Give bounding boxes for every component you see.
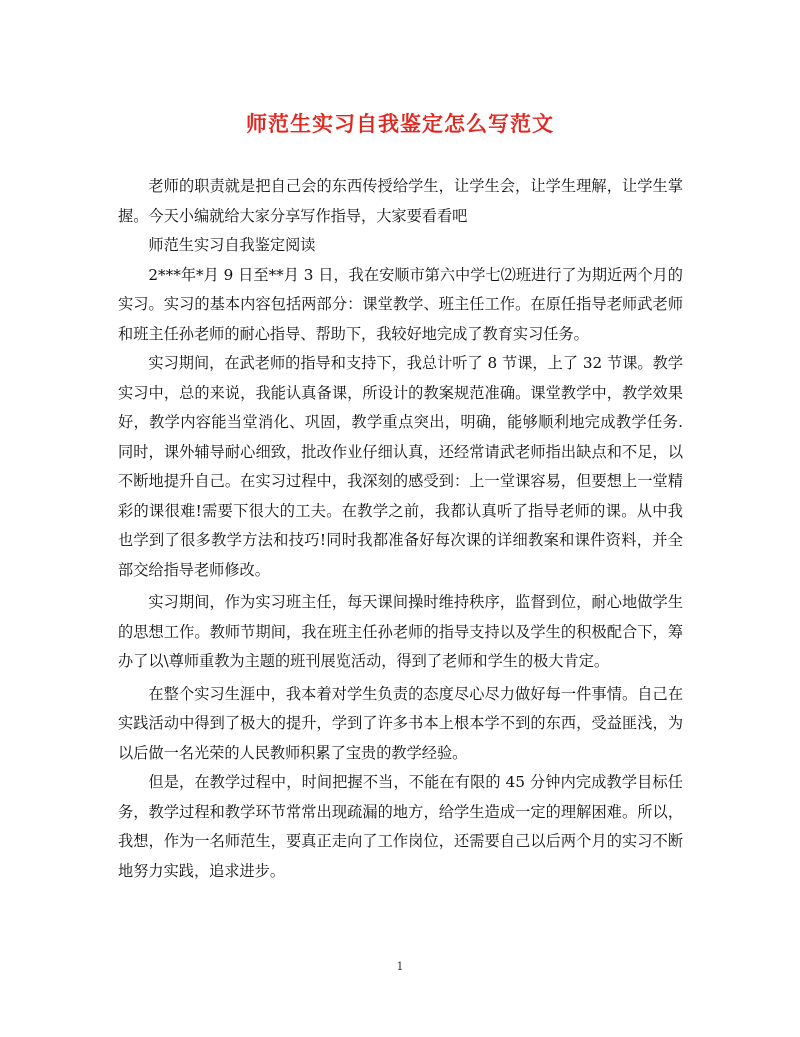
paragraph-class-teacher-work: 实习期间，作为实习班主任，每天课间操时维持秩序，监督到位，耐心地做学生的思想工作。教师节期间，我在班主任孙老师的指导支持以及学生的积极配合下，筹办了以\尊师重教为主题的班刊展览活动，得到了老师和学生的极大肯定。: [118, 593, 683, 670]
paragraph-internship-overview: 2***年*月 9 日至**月 3 日，我在安顺市第六中学七⑵班进行了为期近两个月的实习。实习的基本内容包括两部分：课堂教学、班主任工作。在原任指导老师武老师和班主任孙老师的耐心指导、帮助下，我较好地完成了教育实习任务。: [118, 265, 683, 343]
paragraph-shortcomings: 但是，在教学过程中，时间把握不当，不能在有限的 45 分钟内完成教学目标任务，教学过程和教学环节常常出现疏漏的地方，给学生造成一定的理解困难。所以，我想，作为一名师范生，要真正走向了工作岗位，还需要自己以后两个月的实习不断地努力实践，追求进步。: [118, 773, 683, 880]
paragraph-reflection: 在整个实习生涯中，我本着对学生负责的态度尽心尽力做好每一件事情。自己在实践活动中得到了极大的提升，学到了许多书本上根本学不到的东西，受益匪浅，为以后做一名光荣的人民教师积累了宝贵的教学经验。: [118, 684, 683, 762]
page-number: 1: [396, 960, 404, 973]
paragraph-intro: 老师的职责就是把自己会的东西传授给学生，让学生会，让学生理解，让学生掌握。今天小编就给大家分享写作指导，大家要看看吧: [118, 177, 683, 225]
paragraph-teaching-practice: 实习期间，在武老师的指导和支持下，我总计听了 8 节课，上了 32 节课。教学实习中，总的来说，我能认真备课，所设计的教案规范准确。课堂教学中，教学效果好，教学内容能当堂消化、巩固，教学重点突出，明确，能够顺利地完成教学任务.同时，课外辅导耐心细致，批改作业仔细认真，还经常请武老师指出缺点和不足，以不断地提升自己。在实习过程中，我深刻的感受到：上一堂课容易，但要想上一堂精彩的课很难!需要下很大的工夫。在教学之前，我都认真听了指导老师的课。从中我也学到了很多教学方法和技巧!同时我都准备好每次课的详细教案和课件资料，并全部交给指导老师修改。: [118, 354, 683, 579]
paragraph-subheading: 师范生实习自我鉴定阅读: [148, 236, 316, 254]
document-body: [118, 172, 683, 886]
document-title: 师范生实习自我鉴定怎么写范文: [246, 111, 554, 136]
